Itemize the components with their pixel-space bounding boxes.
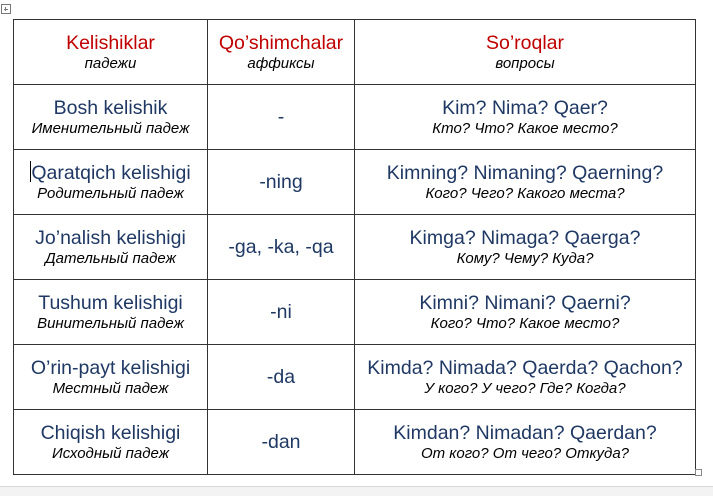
table-row [14,85,696,150]
header-subtitle: падежи [84,55,137,72]
suffix-value: -da [266,365,296,388]
case-cell[interactable] [14,410,208,475]
table-header-row [14,20,696,85]
header-title: Kelishiklar [66,32,155,54]
suffix-value: - [277,105,285,128]
table-move-handle-icon[interactable] [1,4,11,14]
header-subtitle: аффиксы [247,55,315,72]
header-subtitle: вопросы [495,55,555,72]
case-cell[interactable] [14,345,208,410]
questions-ru: От кого? От чего? Откуда? [420,445,630,462]
table-row [14,345,696,410]
case-name-ru: Дательный падеж [45,250,176,267]
suffix-cell[interactable] [208,85,355,150]
questions-cell[interactable] [355,150,696,215]
case-name-with-caret [18,161,203,185]
table-row [14,280,696,345]
questions: Kimda? Nimada? Qaerda? Qachon? [367,357,683,379]
table-row [14,410,696,475]
questions: Kimning? Nimaning? Qaerning? [386,162,664,184]
questions: Kimdan? Nimadan? Qaerdan? [393,422,657,444]
questions: Kimga? Nimaga? Qaerga? [409,227,641,249]
questions-cell[interactable] [355,345,696,410]
header-title: So’roqlar [485,32,565,54]
case-name: Bosh kelishik [53,97,168,119]
case-cell[interactable] [14,85,208,150]
header-cell-cases[interactable] [14,20,208,85]
questions-cell[interactable] [355,410,696,475]
header-title: Qo’shimchalar [218,32,344,54]
questions: Kimni? Nimani? Qaerni? [419,292,631,314]
suffix-cell[interactable] [208,150,355,215]
questions-ru: У кого? У чего? Где? Когда? [424,380,626,397]
case-name: Tushum kelishigi [38,292,183,314]
header-cell-suffixes[interactable] [208,20,355,85]
questions-ru: Кого? Чего? Какого места? [425,185,625,202]
questions-ru: Кому? Чему? Куда? [456,250,594,267]
case-cell[interactable] [14,280,208,345]
case-name: Qaratqich kelishigi [31,162,191,184]
questions-ru: Кто? Что? Какое место? [432,120,618,137]
suffix-cell[interactable] [208,345,355,410]
suffix-value: -ga, -ka, -qa [228,235,334,258]
table-resize-handle[interactable] [695,469,702,476]
questions: Kim? Nima? Qaer? [442,97,608,119]
suffix-value: -dan [261,430,301,453]
case-name: O’rin-payt kelishigi [30,357,191,379]
case-name-ru: Местный падеж [52,380,169,397]
case-name-ru: Именительный падеж [31,120,190,137]
case-cell[interactable] [14,150,208,215]
table-row [14,150,696,215]
table-row [14,215,696,280]
suffix-cell[interactable] [208,280,355,345]
case-name-ru: Винительный падеж [37,315,184,332]
questions-cell[interactable] [355,280,696,345]
case-name: Jo’nalish kelishigi [35,227,186,249]
case-name-ru: Исходный падеж [51,445,170,462]
case-cell[interactable] [14,215,208,280]
case-name: Chiqish kelishigi [40,422,181,444]
suffix-cell[interactable] [208,410,355,475]
case-name-ru: Родительный падеж [37,185,184,202]
header-cell-questions[interactable] [355,20,696,85]
suffix-value: -ni [270,300,292,323]
suffix-cell[interactable] [208,215,355,280]
questions-cell[interactable] [355,85,696,150]
case-table [13,19,696,475]
suffix-value: -ning [259,170,303,193]
questions-cell[interactable] [355,215,696,280]
questions-ru: Кого? Что? Какое место? [430,315,620,332]
